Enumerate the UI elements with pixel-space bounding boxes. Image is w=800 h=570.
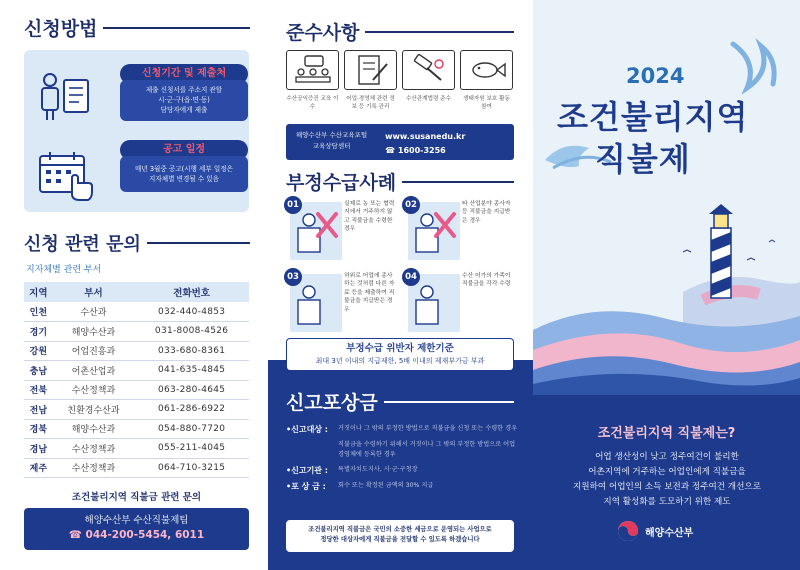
reward-value: 특별자치도지사, 시·군·구청장 <box>338 465 418 473</box>
col-dept: 부서 <box>53 282 135 302</box>
contact-box <box>24 508 249 550</box>
cell-region: 경기 <box>24 322 53 342</box>
contact-phone[interactable]: ☎ 044-200-5454, 6011 <box>68 529 205 542</box>
ministry-logo: 해양수산부 <box>617 520 693 542</box>
comply-title: 준수사항 <box>286 18 514 45</box>
cell-dept: 수산정책과 <box>53 439 135 459</box>
cell-dept: 어촌산업과 <box>53 361 135 381</box>
table-row <box>24 361 249 381</box>
reward-row <box>286 481 518 492</box>
cell-dept: 해양수산과 <box>53 322 135 342</box>
cell-dept: 수산과 <box>53 302 135 322</box>
reward-value: 거짓이나 그 밖의 부정한 방법으로 직불금을 신청 또는 수령한 경우 <box>338 425 518 432</box>
fraud-case <box>404 268 514 332</box>
reward-key: •신고대상 : <box>286 425 329 434</box>
calendar-hand-icon <box>36 150 96 202</box>
step-submission-desc: 제출 신청서를 주소지 관할 시·군·구(읍·면·동) 담당자에게 제출 <box>120 80 248 121</box>
fraud-cases <box>286 196 514 332</box>
left-panel <box>0 0 268 570</box>
cell-region: 충남 <box>24 361 53 381</box>
title-line2: 직불제 <box>595 140 691 178</box>
cover-panel <box>533 0 800 570</box>
reward-row <box>286 465 518 476</box>
table-row <box>24 341 249 361</box>
case-number: 01 <box>284 196 302 214</box>
question-answer: 어업 생산성이 낮고 정주여건이 불리한 어촌지역에 거주하는 어업인에게 직불금을 지원하여 어업인의 소득 보전과 정주여건 개선으로 지역 활성화를 도모하기 위한 제도 <box>573 452 761 508</box>
edu-url[interactable]: www.susanedu.kr <box>385 132 466 141</box>
col-region: 지역 <box>24 282 53 302</box>
cell-dept: 해양수산과 <box>53 419 135 439</box>
col-phone: 전화번호 <box>134 282 249 302</box>
table-row <box>24 419 249 439</box>
cell-dept: 수산정책과 <box>53 380 135 400</box>
step-submission-label: 신청기간 및 제출처 <box>120 64 248 84</box>
cell-region: 제주 <box>24 458 53 478</box>
cell-phone: 064-710-3215 <box>134 458 249 478</box>
cell-phone: 054-880-7720 <box>134 419 249 439</box>
cell-phone: 063-280-4645 <box>134 380 249 400</box>
comply-item: 수산관계법령 준수 <box>402 50 455 112</box>
table-row <box>24 302 249 322</box>
cell-dept: 친환경수산과 <box>53 400 135 420</box>
edu-phone[interactable]: ☎ 1600-3256 <box>385 145 446 155</box>
penalty-box <box>286 338 514 371</box>
table-row <box>24 322 249 342</box>
case-number: 02 <box>402 196 420 214</box>
case-text: 타 산업분야 종사자 등 직불금을 지급받은 경우 <box>462 201 511 224</box>
case-text: 실제로 농 또는 협력지에서 거주하지 않고 직불금을 수령한 경우 <box>344 201 395 233</box>
table-row <box>24 400 249 420</box>
dept-table <box>24 282 249 478</box>
step-schedule <box>120 140 248 192</box>
cell-phone: 055-211-4045 <box>134 439 249 459</box>
cell-region: 전북 <box>24 380 53 400</box>
case-number: 03 <box>284 268 302 286</box>
person-document-icon <box>36 70 96 122</box>
cell-region: 전남 <box>24 400 53 420</box>
year: 2024 <box>626 64 685 88</box>
table-row <box>24 439 249 459</box>
cell-phone: 041-635-4845 <box>134 361 249 381</box>
step-schedule-label: 공고 일정 <box>120 140 248 160</box>
inquiry-subtitle: 지자체별 관련 부서 <box>26 265 102 275</box>
penalty-desc: 최대 3년 이내의 지급제한, 5배 이내의 제재부가금 부과 <box>315 357 485 366</box>
reward-row <box>286 440 518 460</box>
contact-dept: 해양수산부 수산직불제팀 <box>84 515 189 526</box>
case-text: 수산 어가의 가족이 직불금을 각각 수령 <box>462 273 511 288</box>
fraud-case <box>404 196 514 260</box>
edu-info-bar: 해양수산부 수산교육포털 교육상담센터 www.susanedu.kr ☎ 1600-3256 <box>286 124 514 160</box>
reward-key <box>286 440 338 460</box>
document-pen-icon <box>351 54 391 86</box>
comply-icons <box>286 50 514 112</box>
cell-region: 인천 <box>24 302 53 322</box>
cell-region: 경남 <box>24 439 53 459</box>
how-title: 신청방법 <box>24 14 250 41</box>
middle-panel <box>268 0 533 570</box>
comply-item: 어업·경영체 관련 정보 등 기록 관리 <box>344 50 397 112</box>
cell-region: 경북 <box>24 419 53 439</box>
case-number: 04 <box>402 268 420 286</box>
reward-list <box>286 424 518 497</box>
case-text: 허위로 어업에 종사하는 것처럼 다른 자료 등을 제출하여 직불금을 지급받은 경우 <box>344 273 395 313</box>
reward-key: •신고기관 : <box>286 465 329 475</box>
cell-dept: 어업진흥과 <box>53 341 135 361</box>
question-heading: 조건불리지역 직불제는? <box>597 426 736 441</box>
reward-title: 신고포상금 <box>286 388 514 415</box>
cell-phone: 033-680-8361 <box>134 341 249 361</box>
inquiry-title: 신청 관련 문의 <box>24 230 250 256</box>
table-row <box>24 380 249 400</box>
fraud-case <box>286 268 396 332</box>
cell-region: 강원 <box>24 341 53 361</box>
table-header-row <box>24 282 249 302</box>
taegeuk-logo-icon <box>617 520 639 542</box>
contact-title: 조건불리지역 직불금 관련 문의 <box>71 492 202 503</box>
step-schedule-desc: 매년 3월중 공고(시행 세부 일정은 지자체별 변경될 수 있음 <box>120 156 248 192</box>
how-box <box>24 50 249 212</box>
penalty-title: 부정수급 위반자 제한기준 <box>346 343 454 354</box>
fish-icon <box>467 54 507 86</box>
step-submission <box>120 64 248 121</box>
comply-item: 생태자원 보호 활동 참여 <box>460 50 513 112</box>
reward-value: 회수 또는 확정된 금액의 30% 지급 <box>338 481 434 489</box>
notice-box: 조건불리지역 직불금은 국민의 소중한 세금으로 운영되는 사업으로 정당한 대상자에게 직불금을 전달할 수 있도록 하겠습니다 <box>286 520 514 552</box>
reward-value: 직불금을 수령하기 위해서 거짓이나 그 밖의 부정한 방법으로 어업경영체에 등록한 경우 <box>338 441 516 458</box>
cell-phone: 031-8008-4526 <box>134 322 249 342</box>
title-line1: 조건불리지역 <box>557 98 749 136</box>
education-icon <box>293 54 333 86</box>
cell-phone: 032-440-4853 <box>134 302 249 322</box>
table-row <box>24 458 249 478</box>
law-gavel-icon <box>409 54 449 86</box>
fraud-case <box>286 196 396 260</box>
reward-key: •포 상 금 : <box>286 481 326 491</box>
fraud-title: 부정수급사례 <box>286 168 514 195</box>
cell-dept: 수산정책과 <box>53 458 135 478</box>
cell-phone: 061-286-6922 <box>134 400 249 420</box>
comply-item: 수산공익증진 교육 이수 <box>286 50 339 112</box>
reward-row <box>286 424 518 435</box>
